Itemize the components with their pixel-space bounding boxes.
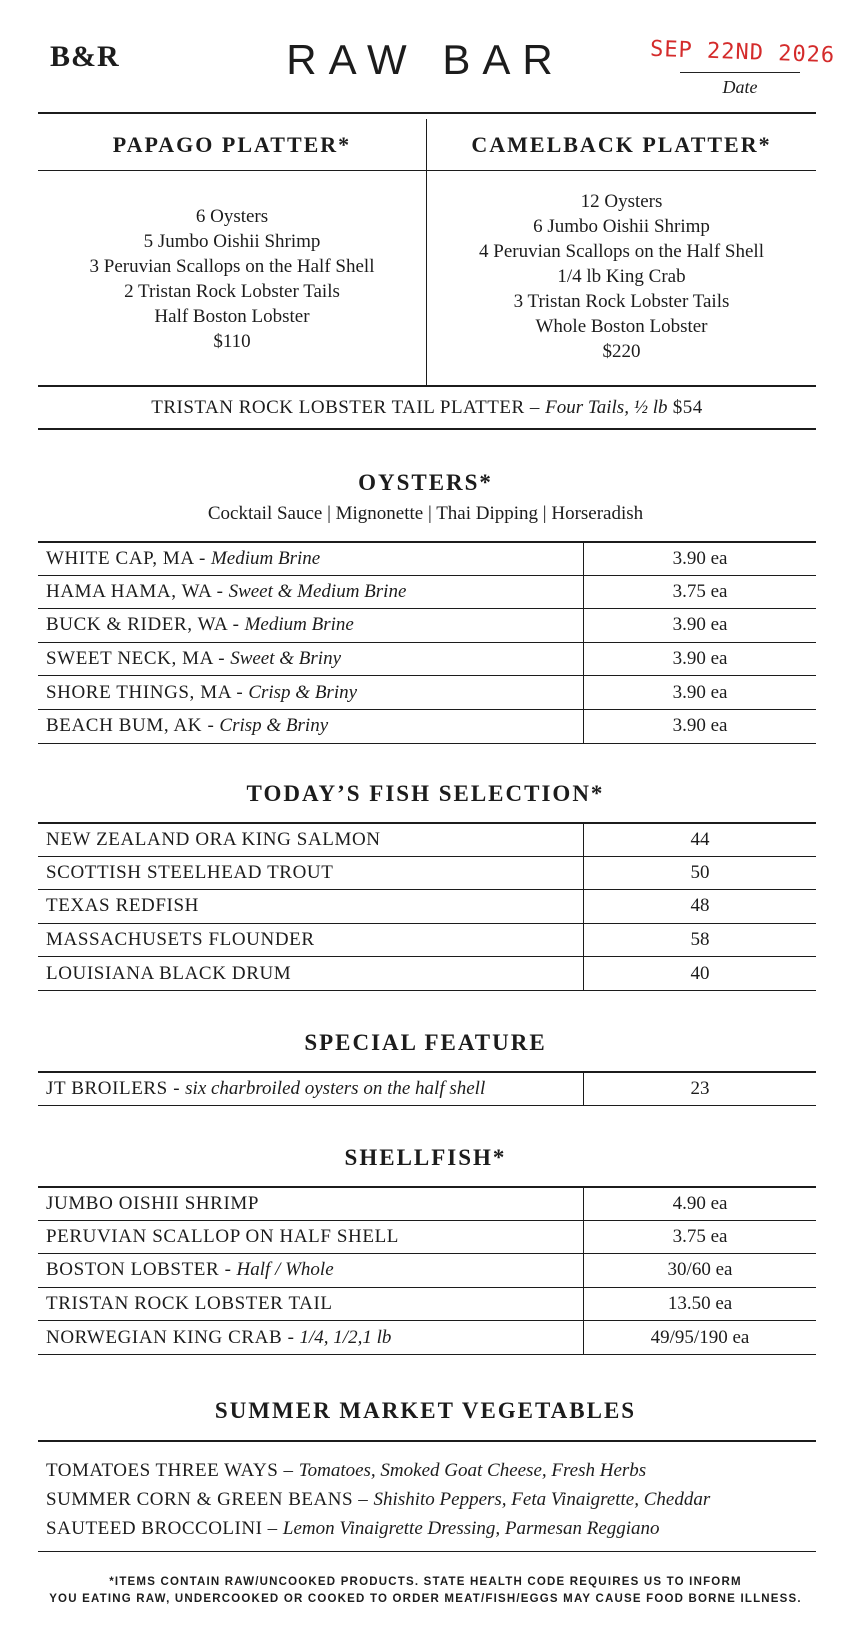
tail-platter-name: TRISTAN ROCK LOBSTER TAIL PLATTER – (151, 397, 540, 418)
item-desc: Medium Brine (244, 614, 354, 636)
date-stamp: SEP 22ND 2026 (649, 36, 836, 69)
table-row (38, 642, 816, 676)
item-name: LOUISIANA BLACK DRUM (46, 962, 292, 984)
oysters-title: OYSTERS* (358, 470, 493, 495)
item-price: 58 (583, 924, 816, 957)
item-name: BEACH BUM, AK - (46, 715, 215, 737)
platter-items (38, 204, 426, 354)
disclaimer-line: *ITEMS CONTAIN RAW/UNCOOKED PRODUCTS. STATE HEALTH CODE REQUIRES US TO INFORM (109, 1576, 742, 1588)
platter-price: $110 (213, 331, 251, 352)
platter-item: 3 Tristan Rock Lobster Tails (513, 291, 730, 312)
item-desc: Medium Brine (210, 547, 321, 569)
table-row (38, 856, 816, 890)
item-desc: 1/4, 1/2,1 lb (299, 1326, 392, 1348)
shellfish-table (38, 1186, 816, 1355)
item-name-cell (46, 824, 381, 856)
platter-item: 5 Jumbo Oishii Shrimp (143, 231, 321, 252)
item-desc: Crisp & Briny (219, 715, 329, 737)
item-name: TEXAS REDFISH (46, 895, 199, 917)
item-price: 3.75 ea (583, 576, 816, 609)
papago-platter (38, 119, 427, 385)
item-name-cell (46, 1321, 391, 1354)
item-name: BUCK & RIDER, WA - (46, 614, 240, 636)
table-row (38, 1220, 816, 1254)
item-name: NEW ZEALAND ORA KING SALMON (46, 828, 381, 850)
oysters-subtitle: Cocktail Sauce | Mignonette | Thai Dipping | Horseradish (207, 503, 644, 524)
item-name: NORWEGIAN KING CRAB - (46, 1326, 295, 1348)
item-price: 4.90 ea (583, 1188, 816, 1220)
item-desc: Shishito Peppers, Feta Vinaigrette, Cheddar (373, 1489, 711, 1510)
camelback-platter (427, 119, 816, 385)
item-name: HAMA HAMA, WA - (46, 580, 224, 602)
table-row (38, 675, 816, 709)
vegetables-title: SUMMER MARKET VEGETABLES (214, 1398, 637, 1423)
item-name-cell (46, 857, 333, 890)
date-label: Date (722, 77, 758, 97)
table-row (38, 1320, 816, 1354)
item-name-cell (46, 1073, 485, 1105)
fish-table (38, 822, 816, 991)
item-name: TOMATOES THREE WAYS – (46, 1460, 294, 1481)
table-row (38, 709, 816, 743)
item-name: SHORE THINGS, MA - (46, 681, 244, 703)
item-name-cell (46, 576, 406, 609)
item-name-cell (46, 710, 328, 743)
tail-platter-divider (38, 428, 816, 430)
item-price: 3.75 ea (583, 1221, 816, 1254)
table-row (38, 541, 816, 575)
item-price: 13.50 ea (583, 1288, 816, 1321)
item-desc: Sweet & Briny (230, 648, 342, 670)
oysters-table (38, 541, 816, 744)
table-row (38, 1071, 816, 1105)
item-desc: Sweet & Medium Brine (228, 580, 407, 602)
item-name: MASSACHUSETS FLOUNDER (46, 929, 315, 951)
item-name: SCOTTISH STEELHEAD TROUT (46, 861, 334, 883)
item-name: SUMMER CORN & GREEN BEANS – (46, 1489, 369, 1510)
table-row (38, 1253, 816, 1287)
item-desc: Tomatoes, Smoked Goat Cheese, Fresh Herbs (298, 1460, 647, 1481)
item-name-cell (46, 957, 291, 990)
item-price: 50 (583, 857, 816, 890)
item-desc: Crisp & Briny (248, 681, 358, 703)
health-disclaimer (0, 1574, 851, 1608)
item-name-cell (46, 643, 341, 676)
header-divider (38, 112, 816, 114)
platter-item: 4 Peruvian Scallops on the Half Shell (479, 241, 764, 262)
table-row (38, 923, 816, 957)
platter-divider (38, 385, 816, 387)
item-price: 23 (583, 1073, 816, 1105)
item-name: JT BROILERS - (46, 1077, 181, 1099)
table-row (38, 956, 816, 990)
item-desc: Lemon Vinaigrette Dressing, Parmesan Reggiano (282, 1518, 660, 1539)
item-name-cell (46, 890, 199, 923)
item-name: TRISTAN ROCK LOBSTER TAIL (46, 1293, 333, 1315)
item-price: 3.90 ea (583, 710, 816, 743)
list-item (46, 1514, 816, 1543)
item-price: 49/95/190 ea (583, 1321, 816, 1354)
platter-item: 3 Peruvian Scallops on the Half Shell (89, 256, 375, 277)
platter-item: Whole Boston Lobster (535, 316, 708, 337)
date-underline (680, 72, 800, 73)
item-price: 3.90 ea (583, 609, 816, 642)
platter-item: 1/4 lb King Crab (557, 266, 686, 287)
platter-item: 6 Oysters (195, 206, 269, 227)
item-price: 3.90 ea (583, 543, 816, 575)
item-name: SWEET NECK, MA - (46, 648, 226, 670)
table-row (38, 1287, 816, 1321)
table-row (38, 889, 816, 923)
item-price: 3.90 ea (583, 676, 816, 709)
item-desc: six charbroiled oysters on the half shell (185, 1077, 486, 1099)
table-row (38, 608, 816, 642)
item-name-cell (46, 1221, 399, 1254)
list-item (46, 1485, 816, 1514)
item-name-cell (46, 676, 357, 709)
item-price: 40 (583, 957, 816, 990)
platter-price: $220 (602, 341, 641, 362)
item-name: PERUVIAN SCALLOP ON HALF SHELL (46, 1225, 399, 1247)
item-name: WHITE CAP, MA - (46, 547, 206, 569)
platter-title: CAMELBACK PLATTER* (427, 119, 816, 171)
disclaimer-line: YOU EATING RAW, UNDERCOOKED OR COOKED TO ORDER MEAT/FISH/EGGS MAY CAUSE FOOD BORNE ILLNESS. (49, 1593, 802, 1605)
item-name: SAUTEED BROCCOLINI – (46, 1518, 278, 1539)
tail-platter-price: $54 (672, 397, 703, 418)
item-name-cell (46, 924, 315, 957)
table-row (38, 575, 816, 609)
page-title: RAW BAR (286, 36, 565, 83)
tail-platter-line (38, 388, 816, 428)
platter-title: PAPAGO PLATTER* (38, 119, 426, 171)
platter-item: 12 Oysters (580, 191, 663, 212)
platter-item: 6 Jumbo Oishii Shrimp (533, 216, 710, 237)
brand-logo: B&R (50, 40, 120, 73)
platter-items (427, 189, 816, 364)
item-desc: Half / Whole (236, 1259, 334, 1281)
tail-platter-desc: Four Tails, ½ lb (545, 397, 668, 418)
item-name-cell (46, 1254, 334, 1287)
item-price: 30/60 ea (583, 1254, 816, 1287)
menu-header (0, 0, 851, 118)
item-price: 44 (583, 824, 816, 856)
list-item (46, 1456, 816, 1485)
item-price: 48 (583, 890, 816, 923)
table-row (38, 822, 816, 856)
item-name-cell (46, 1288, 333, 1321)
table-row (38, 1186, 816, 1220)
special-table (38, 1071, 816, 1106)
item-name: BOSTON LOBSTER - (46, 1259, 232, 1281)
fish-title: TODAY’S FISH SELECTION* (246, 781, 605, 806)
vegetables-list (38, 1440, 816, 1552)
item-price: 3.90 ea (583, 643, 816, 676)
shellfish-title: SHELLFISH* (344, 1145, 507, 1170)
platters-section (38, 119, 816, 385)
special-title: SPECIAL FEATURE (304, 1030, 547, 1055)
item-name-cell (46, 543, 320, 575)
item-name-cell (46, 609, 354, 642)
item-name: JUMBO OISHII SHRIMP (46, 1192, 260, 1214)
platter-item: 2 Tristan Rock Lobster Tails (124, 281, 340, 302)
platter-item: Half Boston Lobster (154, 306, 310, 327)
item-name-cell (46, 1188, 259, 1220)
